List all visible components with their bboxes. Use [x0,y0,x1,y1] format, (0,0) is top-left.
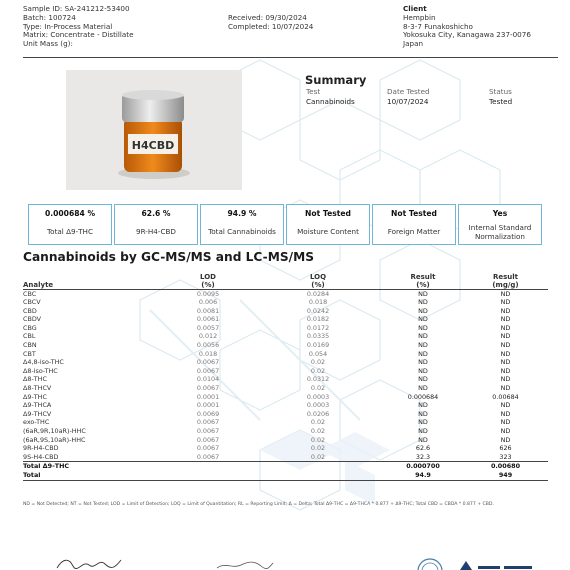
result-mg-cell: ND [500,349,511,358]
lab-logo-icon [458,560,538,570]
table-row [23,307,548,316]
analyte-cell: CBDV [23,315,42,324]
unit-mass: Unit Mass (g): [23,39,73,49]
result-percent-cell: ND [418,418,428,427]
loq-cell: 0.0242 [306,306,330,315]
analyte-cell: CBG [23,323,37,332]
lod-cell: 0.0067 [196,435,220,444]
table-body [23,289,548,480]
lod-cell: 0.0067 [196,427,220,435]
result-mg-cell: ND [500,409,511,418]
table-row [23,436,548,445]
analyte-cell: CBCV [23,298,41,307]
summary-date-value: 10/07/2024 [387,97,429,106]
loq-cell: 0.0003 [306,392,330,401]
received-date: Received: 09/30/2024 [228,13,307,22]
lod-cell: 0.0056 [196,341,220,350]
result-mg-cell: 0.00684 [492,392,519,401]
result-percent-cell: ND [418,298,428,307]
table-row [23,418,548,427]
analyte-cell: CBD [23,306,37,315]
loq-cell [253,462,383,471]
summary-status-label: Status [489,87,512,96]
result-percent-cell: ND [418,375,428,384]
header-loq: LOQ (%) [253,268,383,289]
signature-2 [215,560,275,570]
card-label: Internal Standard Normalization [468,223,532,241]
section-title: Cannabinoids by GC-MS/MS and LC-MS/MS [23,250,314,264]
loq-cell: 0.0169 [306,341,330,350]
loq-cell: 0.02 [310,358,326,367]
card-9r-h4-cbd [114,204,198,245]
card-value: 62.6 % [141,209,171,218]
card-value: 94.9 % [227,209,257,218]
analyte-cell: Δ9-THCA [23,401,52,410]
table-header-row [23,268,548,289]
summary-status-value: Tested [489,97,513,106]
result-percent-cell: ND [418,289,428,298]
dates-info [228,14,313,32]
client-info [403,5,531,49]
card-label: Moisture Content [297,227,359,237]
result-mg-cell: ND [500,366,511,375]
table-row [23,341,548,350]
result-mg-cell: ND [500,332,511,341]
header-divider [23,57,558,58]
analyte-cell: Total [23,471,163,480]
loq-cell: 0.0335 [306,332,330,341]
card-value: Not Tested [305,209,351,218]
result-mg-cell: ND [500,323,511,332]
client-label: Client [403,4,427,13]
result-percent-cell: ND [418,384,428,393]
loq-cell: 0.02 [310,427,326,435]
card-total-d9-thc [28,204,112,245]
analyte-cell: Δ4,8-iso-THC [23,358,64,367]
result-percent-cell: 0.000684 [407,392,439,401]
table-row [23,332,548,341]
lod-cell: 0.006 [198,298,218,307]
loq-cell: 0.02 [310,366,326,375]
loq-cell [253,471,383,480]
analyte-cell: Δ8-THC [23,375,47,384]
result-mg-cell: ND [500,289,511,298]
lod-cell [163,462,253,471]
result-mg-cell: 626 [499,444,512,453]
summary-title: Summary [305,73,367,87]
result-percent-cell: ND [418,323,428,332]
result-percent-cell: ND [418,401,428,410]
card-label: Foreign Matter [387,227,441,237]
analyte-cell: Δ8-iso-THC [23,366,58,375]
analyte-cell: Total Δ9-THC [23,462,163,471]
table-row [23,350,548,359]
card-label: Total Cannabinoids [208,227,276,237]
analyte-cell: CBC [23,289,37,298]
lod-cell: 0.012 [198,332,218,341]
analyte-cell: CBL [23,332,36,341]
matrix: Matrix: Concentrate - Distillate [23,30,134,40]
table-row [23,315,548,324]
result-percent-cell: 0.000700 [383,462,463,471]
sample-id: Sample ID: SA-241212-53400 [23,4,130,13]
sample-info [23,5,134,49]
analyte-cell: Δ9-THCV [23,409,52,418]
summary-test-value: Cannabinoids [306,97,355,106]
result-percent-cell: ND [418,341,428,350]
summary-status [489,87,512,107]
result-mg-cell: ND [500,384,511,393]
footnote: ND = Not Detected; NT = Not Tested; LOD = Limit of Detection; LOQ = Limit of Quantitation; RL = Reporting Limit; Δ = Delta; Total Δ9-THC = Δ9-THCA * 0.877 + Δ9-THC; Total CBD = CBDA * 0.877 + CBD. [23,502,494,507]
total-row [23,471,548,480]
loq-cell: 0.0206 [306,409,330,418]
total-row [23,462,548,471]
result-percent-cell: ND [418,349,428,358]
result-mg-cell: 323 [499,452,512,461]
summary-test [306,87,355,107]
table-row [23,289,548,298]
lod-cell: 0.0067 [196,384,220,393]
table-row [23,367,548,376]
table-row [23,401,548,410]
card-value: 0.000684 % [44,209,96,218]
result-mg-cell: ND [500,418,511,427]
lod-cell: 0.0081 [196,306,220,315]
table-row [23,384,548,393]
batch: Batch: 100724 [23,12,76,22]
card-value: Yes [492,209,508,218]
sample-type: Type: In-Process Material [23,21,113,31]
result-percent-cell: ND [418,409,428,418]
signature-1 [55,556,125,570]
result-percent-cell: ND [418,427,428,435]
analyte-cell: CBT [23,349,36,358]
header-lod: LOD (%) [163,268,253,289]
completed-date: Completed: 10/07/2024 [228,21,314,31]
table-row [23,393,548,402]
loq-cell: 0.054 [308,349,328,358]
card-total-cannabinoids [200,204,284,245]
analyte-cell: 9S-H4-CBD [23,452,59,461]
table-row [23,427,548,436]
result-mg-cell: ND [500,358,511,367]
client-name: Hempbin [403,12,436,22]
analyte-cell: exo-THC [23,418,50,427]
header-analyte: Analyte [23,268,163,289]
table-row [23,298,548,307]
result-mg-cell: ND [500,315,511,324]
analyte-cell: (6aR,9R,10aR)-HHC [23,427,86,435]
card-label: Total Δ9-THC [47,227,93,237]
loq-cell: 0.02 [310,418,326,427]
table-row [23,358,548,367]
lod-cell: 0.0067 [196,366,220,375]
card-internal-standard [458,204,542,245]
lod-cell: 0.0069 [196,409,220,418]
lod-cell: 0.0061 [196,315,220,324]
analyte-cell: CBN [23,341,37,350]
table-row [23,375,548,384]
analyte-cell: 9R-H4-CBD [23,444,59,453]
loq-cell: 0.018 [308,298,328,307]
result-percent-cell: 62.6 [415,444,431,453]
header-result-percent: Result (%) [383,268,463,289]
lod-cell: 0.0057 [196,323,220,332]
analyte-cell: Δ8-THCV [23,384,52,393]
analyte-cell: Δ9-THC [23,392,47,401]
summary-date-label: Date Tested [387,87,430,96]
card-foreign-matter [372,204,456,245]
jar-label-text: H4CBD [131,139,175,152]
lod-cell: 0.0001 [196,401,220,410]
result-percent-cell: ND [418,366,428,375]
loq-cell: 0.0003 [306,401,330,410]
result-mg-cell: ND [500,401,511,410]
result-mg-cell: 0.00680 [463,462,548,471]
table-row [23,453,548,462]
result-percent-cell: 94.9 [383,471,463,480]
result-mg-cell: ND [500,341,511,350]
loq-cell: 0.02 [310,452,326,461]
product-photo [66,70,242,190]
result-mg-cell: ND [500,298,511,307]
result-percent-cell: 32.3 [415,452,431,461]
table-row [23,410,548,419]
result-percent-cell: ND [418,435,428,444]
card-label: 9R-H4-CBD [136,227,176,237]
result-mg-cell: ND [500,427,511,435]
result-mg-cell: ND [500,306,511,315]
lod-cell: 0.0067 [196,418,220,427]
result-percent-cell: ND [418,315,428,324]
lod-cell: 0.0067 [196,444,220,453]
result-percent-cell: ND [418,358,428,367]
loq-cell: 0.02 [310,435,326,444]
result-mg-cell: 949 [463,471,548,480]
loq-cell: 0.0182 [306,315,330,324]
lod-cell: 0.018 [198,349,218,358]
lod-cell [163,471,253,480]
header-result-mg: Result (mg/g) [463,268,548,289]
lod-cell: 0.0001 [196,392,220,401]
loq-cell: 0.0172 [306,323,330,332]
table-row [23,444,548,453]
lod-cell: 0.0067 [196,358,220,367]
analyte-cell: (6aR,9S,10aR)-HHC [23,435,86,444]
summary-test-label: Test [306,87,321,96]
lod-cell: 0.0067 [196,452,220,461]
lod-cell: 0.0095 [196,289,220,298]
loq-cell: 0.0312 [306,375,330,384]
loq-cell: 0.02 [310,444,326,453]
result-mg-cell: ND [500,375,511,384]
loq-cell: 0.0284 [306,289,330,298]
cannabinoid-results-table [23,268,548,481]
card-moisture-content [286,204,370,245]
card-value: Not Tested [391,209,437,218]
summary-date [387,87,430,107]
result-percent-cell: ND [418,332,428,341]
result-mg-cell: ND [500,435,511,444]
result-percent-cell: ND [418,306,428,315]
client-country: Japan [403,39,424,49]
accreditation-seal-icon [417,558,443,570]
client-address-2: Yokosuka City, Kanagawa 237-0076 [403,30,531,40]
table-row [23,324,548,333]
client-address-1: 8-3-7 Funakoshicho [403,21,473,31]
loq-cell: 0.02 [310,384,326,393]
lod-cell: 0.0104 [196,375,220,384]
